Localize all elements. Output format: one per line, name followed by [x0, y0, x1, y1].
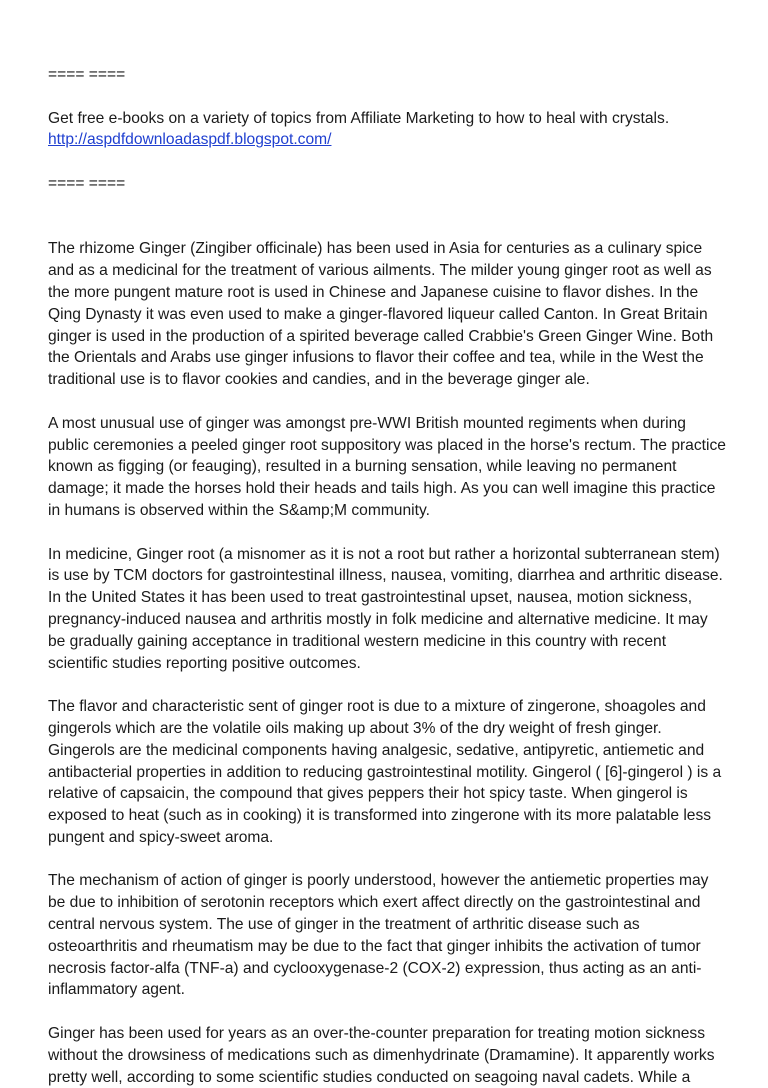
promo-link[interactable]: http://aspdfdownloadaspdf.blogspot.com/: [48, 131, 332, 149]
paragraph-line: pretty well, according to some scientific studies conducted on seagoing naval cadets. While a: [48, 1068, 691, 1086]
paragraph-line: Ginger has been used for years as an over-the-counter preparation for treating motion sickness: [48, 1025, 706, 1043]
paragraph-line: central nervous system. The use of ginger in the treatment of arthritic disease such as: [48, 916, 640, 934]
spacer: [48, 86, 728, 108]
paragraph-line: exposed to heat (such as in cooking) it is transformed into zingerone with its more palatable less: [48, 807, 712, 825]
paragraph-line: damage; it made the horses hold their heads and tails high. As you can well imagine this practice: [48, 480, 716, 498]
paragraph-line: public ceremonies a peeled ginger root suppository was placed in the horse's rectum. The practice: [48, 436, 726, 454]
paragraph-line: be gradually gaining acceptance in traditional western medicine in this country with recent: [48, 632, 667, 650]
paragraph-line: In the United States it has been used to treat gastrointestinal upset, nausea, motion sickness,: [48, 589, 693, 607]
paragraph-line: relative of capsaicin, the compound that gives peppers their hot spicy taste. When gingerol is: [48, 785, 688, 803]
paragraph: [48, 1023, 728, 1088]
paragraph-line: traditional use is to flavor cookies and candies, and in the beverage ginger ale.: [48, 371, 590, 389]
article-body: [48, 238, 728, 1088]
document-page: [48, 64, 728, 1088]
paragraph-line: pungent and spicy-sweet aroma.: [48, 828, 274, 846]
paragraph-line: without the drowsiness of medications such as dimenhydrinate (Dramamine). It apparently works: [48, 1046, 715, 1064]
paragraph-line: The flavor and characteristic sent of ginger root is due to a mixture of zingerone, shoagoles and: [48, 698, 706, 716]
paragraph-line: Gingerols are the medicinal components having analgesic, sedative, antipyretic, antiemetic and: [48, 741, 705, 759]
paragraph-line: antibacterial properties in addition to reducing gastrointestinal motility. Gingerol ( [6]-gingerol ) is a: [48, 763, 722, 781]
paragraph: [48, 696, 728, 849]
paragraph-line: inflammatory agent.: [48, 981, 185, 999]
separator-bottom: ==== ====: [48, 174, 126, 192]
spacer: [48, 391, 728, 413]
paragraph-line: necrosis factor-alfa (TNF-a) and cyclooxygenase-2 (COX-2) expression, thus acting as an anti-: [48, 959, 702, 977]
paragraph-line: in humans is observed within the S&amp;M community.: [48, 501, 430, 519]
paragraph-line: The mechanism of action of ginger is poorly understood, however the antiemetic properties may: [48, 872, 709, 890]
paragraph-line: and as a medicinal for the treatment of various ailments. The milder young ginger root as well as: [48, 262, 712, 280]
paragraph-line: In medicine, Ginger root (a misnomer as it is not a root but rather a horizontal subterranean stem): [48, 545, 720, 563]
paragraph-line: pregnancy-induced nausea and arthritis mostly in folk medicine and alternative medicine. It may: [48, 610, 708, 628]
paragraph: [48, 870, 728, 1001]
spacer: [48, 522, 728, 544]
paragraph: [48, 238, 728, 391]
paragraph-line: the more pungent mature root is used in Chinese and Japanese cuisine to flavor dishes. In the: [48, 283, 699, 301]
paragraph-line: known as figging (or feauging), resulted in a burning sensation, while leaving no permanent: [48, 458, 677, 476]
paragraph-line: The rhizome Ginger (Zingiber officinale) has been used in Asia for centuries as a culinary spice: [48, 240, 703, 258]
paragraph-line: gingerols which are the volatile oils making up about 3% of the dry weight of fresh ginger.: [48, 719, 662, 737]
paragraph: [48, 413, 728, 522]
spacer: [48, 674, 728, 696]
spacer: [48, 195, 728, 239]
separator-top: ==== ====: [48, 66, 126, 83]
paragraph-line: A most unusual use of ginger was amongst pre-WWI British mounted regiments when during: [48, 414, 686, 432]
paragraph-line: osteoarthritis and rheumatism may be due to the fact that ginger inhibits the activation of tumor: [48, 937, 701, 955]
paragraph: [48, 544, 728, 675]
paragraph-line: the Orientals and Arabs use ginger infusions to flavor their coffee and tea, while in the West the: [48, 349, 704, 367]
paragraph-line: is use by TCM doctors for gastrointestinal illness, nausea, vomiting, diarrhea and arthritic disease.: [48, 567, 723, 585]
paragraph-line: ginger is used in the production of a spirited beverage called Crabbie's Green Ginger Wine. Both: [48, 327, 714, 345]
spacer: [48, 151, 728, 173]
paragraph-line: Qing Dynasty it was even used to make a ginger-flavored liqueur called Canton. In Great Britain: [48, 305, 708, 323]
spacer: [48, 849, 728, 871]
spacer: [48, 1001, 728, 1023]
paragraph-line: be due to inhibition of serotonin receptors which exert affect directly on the gastrointestinal and: [48, 894, 701, 912]
paragraph-line: scientific studies reporting positive outcomes.: [48, 654, 361, 672]
promo-text: Get free e-books on a variety of topics from Affiliate Marketing to how to heal with crystals.: [48, 109, 670, 127]
